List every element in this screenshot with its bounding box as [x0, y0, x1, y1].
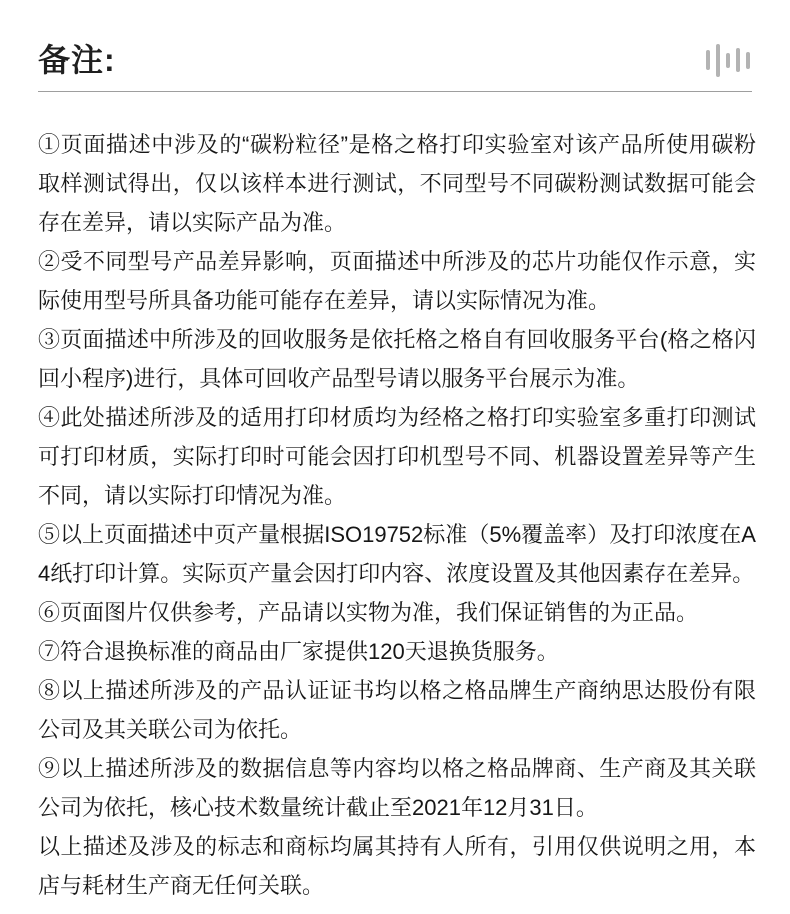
page-title: 备注:: [38, 42, 116, 78]
note-item: ⑧以上描述所涉及的产品认证证书均以格之格品牌生产商纳思达股份有限公司及其关联公司为依托。: [38, 678, 756, 742]
note-item: ④此处描述所涉及的适用打印材质均为经格之格打印实验室多重打印测试可打印材质，实际打印时可能会因打印机型号不同、机器设置差异等产生不同，请以实际打印情况为准。: [38, 405, 756, 508]
note-item: ⑦符合退换标准的商品由厂家提供120天退换货服务。: [38, 639, 559, 664]
note-item: ②受不同型号产品差异影响，页面描述中所涉及的芯片功能仅作示意，实际使用型号所具备功能可能存在差异，请以实际情况为准。: [38, 249, 756, 313]
note-item: ⑨以上描述所涉及的数据信息等内容均以格之格品牌商、生产商及其关联公司为依托，核心技术数量统计截止至2021年12月31日。: [38, 756, 756, 820]
waveform-icon: [706, 42, 750, 78]
waveform-bar: [716, 44, 720, 77]
note-item: ⑤以上页面描述中页产量根据ISO19752标准（5%覆盖率）及打印浓度在A4纸打印计算。实际页产量会因打印内容、浓度设置及其他因素存在差异。: [38, 522, 756, 586]
waveform-bar: [746, 52, 750, 69]
waveform-bar: [706, 50, 710, 70]
waveform-bar: [736, 48, 740, 72]
header-bar: [0, 0, 790, 78]
note-item: ⑥页面图片仅供参考，产品请以实物为准，我们保证销售的为正品。: [38, 600, 699, 625]
note-item: 以上描述及涉及的标志和商标均属其持有人所有，引用仅供说明之用，本店与耗材生产商无任何关联。: [38, 834, 756, 898]
waveform-bar: [726, 53, 730, 68]
note-item: ③页面描述中所涉及的回收服务是依托格之格自有回收服务平台(格之格闪回小程序)进行，具体可回收产品型号请以服务平台展示为准。: [38, 327, 756, 391]
notes-list: [0, 92, 790, 905]
note-item: ①页面描述中涉及的“碳粉粒径”是格之格打印实验室对该产品所使用碳粉取样测试得出，仅以该样本进行测试，不同型号不同碳粉测试数据可能会存在差异，请以实际产品为准。: [38, 132, 756, 235]
